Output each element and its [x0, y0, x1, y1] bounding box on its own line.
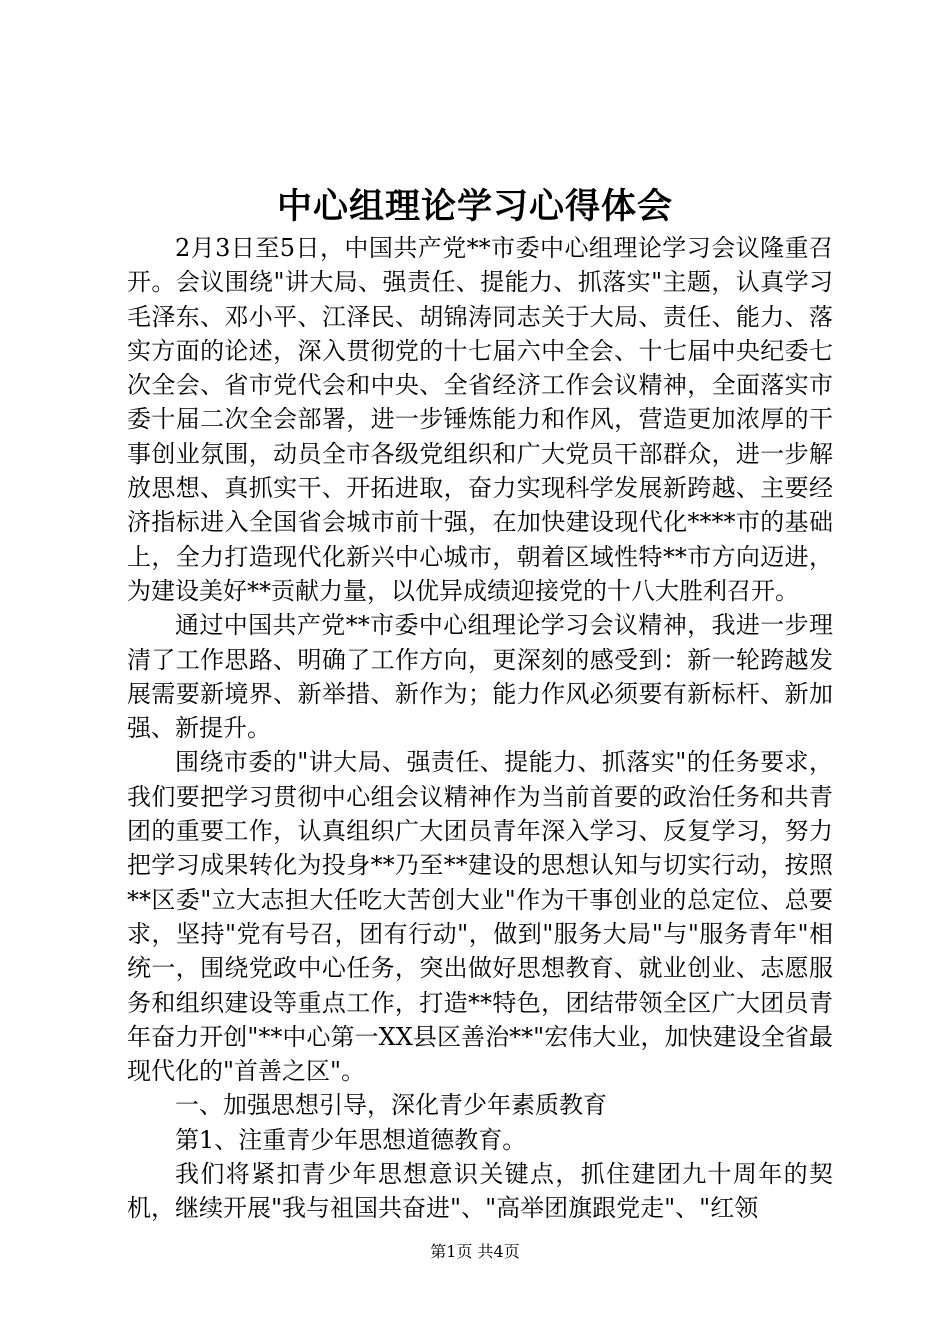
- paragraph-2: 通过中国共产党**市委中心组理论学习会议精神，我进一步理清了工作思路、明确了工作方向，更深刻的感受到：新一轮跨越发展需要新境界、新举措、新作为；能力作风必须要有新标杆、新加强、新提升。: [127, 611, 833, 743]
- paragraph-1: 2月3日至5日，中国共产党**市委中心组理论学习会议隆重召开。会议围绕"讲大局、强责任、提能力、抓落实"主题，认真学习毛泽东、邓小平、江泽民、胡锦涛同志关于大局、责任、能力、落实方面的论述，深入贯彻党的十七届六中全会、十七届中央纪委七次全会、省市党代会和中央、全省经济工作会议精神，全面落实市委十届二次全会部署，进一步锤炼能力和作风，营造更加浓厚的干事创业氛围，动员全市各级党组织和广大党员干部群众，进一步解放思想、真抓实干、开拓进取，奋力实现科学发展新跨越、主要经济指标进入全国省会城市前十强，在加快建设现代化****市的基础上，全力打造现代化新兴中心城市，朝着区域性特**市方向迈进，为建设美好**贡献力量，以优异成绩迎接党的十八大胜利召开。: [127, 234, 833, 605]
- paragraph-3: 围绕市委的"讲大局、强责任、提能力、抓落实"的任务要求，我们要把学习贯彻中心组会议精神作为当前首要的政治任务和共青团的重要工作，认真组织广大团员青年深入学习、反复学习，努力把学习成果转化为投身**乃至**建设的思想认知与切实行动，按照**区委"立大志担大任吃大苦创大业"作为干事创业的总定位、总要求，坚持"党有号召，团有行动"，做到"服务大局"与"服务青年"相统一，围绕党政中心任务，突出做好思想教育、就业创业、志愿服务和组织建设等重点工作，打造**特色，团结带领全区广大团员青年奋力开创"**中心第一XX县区善治**"宏伟大业，加快建设全省最现代化的"首善之区"。: [127, 748, 833, 1086]
- section-heading-1: 一、加强思想引导，深化青少年素质教育: [175, 1091, 607, 1120]
- page-footer: 第1页 共4页: [430, 1242, 520, 1261]
- subsection-heading-1: 第1、注重青少年思想道德教育。: [175, 1125, 527, 1154]
- document-body: [127, 231, 833, 1226]
- paragraph-4: 我们将紧扣青少年思想意识关键点，抓住建团九十周年的契机，继续开展"我与祖国共奋进"、"高举团旗跟党走"、"红领: [127, 1160, 833, 1223]
- document-title: 中心组理论学习心得体会: [276, 186, 673, 227]
